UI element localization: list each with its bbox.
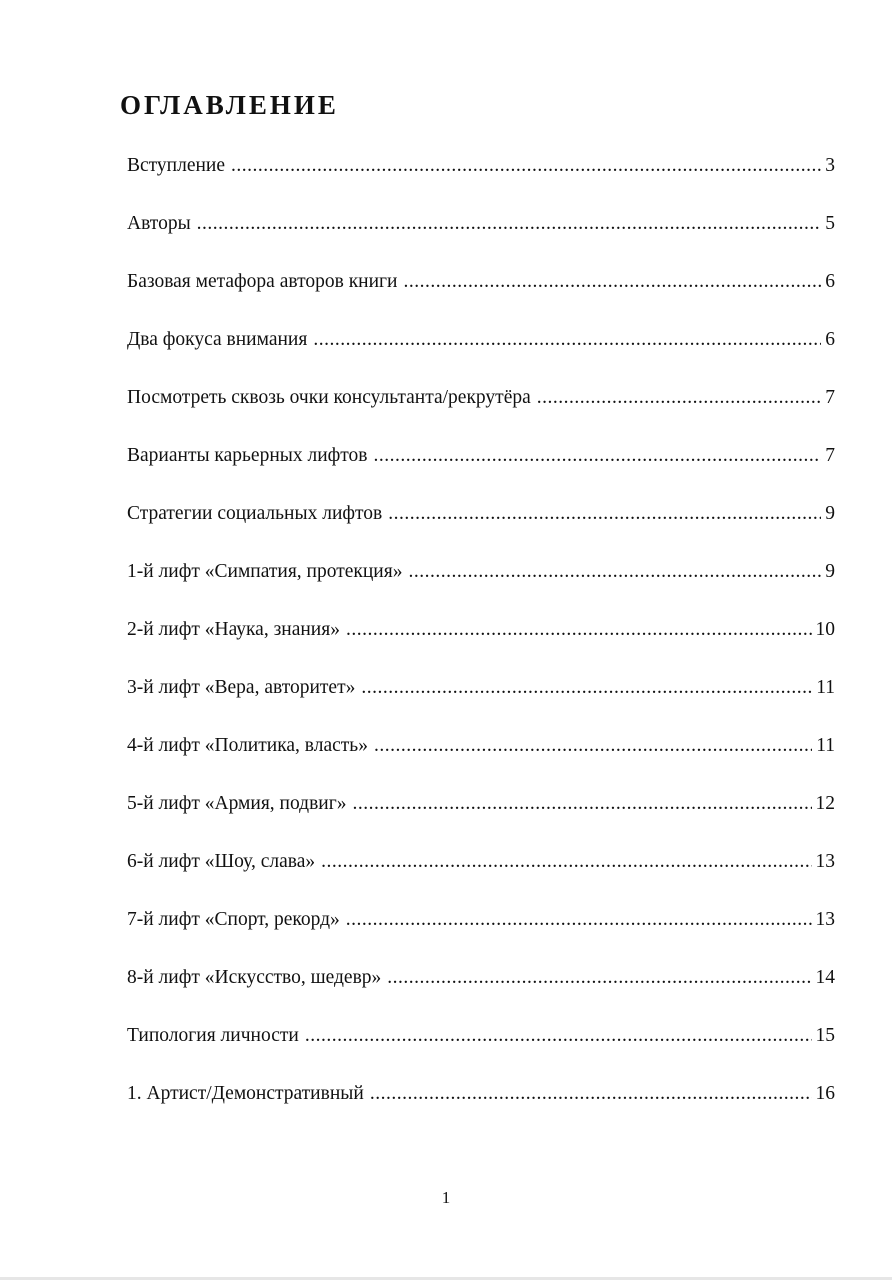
toc-entry-page: 14: [815, 967, 835, 988]
dot-leader: [197, 208, 822, 240]
dot-leader: [321, 846, 811, 878]
toc-entry-label: 3-й лифт «Вера, авторитет»: [127, 677, 356, 698]
toc-entry: [127, 498, 835, 556]
toc-entry-page: 6: [825, 271, 835, 292]
toc-entry-page: 10: [815, 619, 835, 640]
toc-entry: [127, 382, 835, 440]
dot-leader: [305, 1020, 812, 1052]
toc-entry-page: 7: [825, 387, 835, 408]
page-number: 1: [441, 1188, 451, 1207]
toc-entry-label: Авторы: [127, 213, 191, 234]
toc-list: [127, 150, 835, 1136]
toc-entry-label: 8-й лифт «Искусство, шедевр»: [127, 967, 382, 988]
toc-entry: [127, 1020, 835, 1078]
dot-leader: [388, 498, 821, 530]
toc-entry-label: 1. Артист/Демонстративный: [127, 1083, 364, 1104]
toc-entry-page: 11: [816, 735, 835, 756]
toc-entry-page: 5: [825, 213, 835, 234]
toc-entry: [127, 266, 835, 324]
toc-entry-label: 1-й лифт «Симпатия, протекция»: [127, 561, 403, 582]
toc-entry: [127, 904, 835, 962]
toc-entry: [127, 324, 835, 382]
toc-entry: [127, 1078, 835, 1136]
toc-entry-page: 6: [825, 329, 835, 350]
dot-leader: [361, 672, 812, 704]
toc-title: ОГЛАВЛЕНИЕ: [120, 90, 339, 120]
toc-entry-label: Посмотреть сквозь очки консультанта/рекрутёра: [127, 387, 531, 408]
toc-entry-page: 13: [815, 909, 835, 930]
dot-leader: [313, 324, 821, 356]
dot-leader: [537, 382, 822, 414]
dot-leader: [346, 614, 812, 646]
dot-leader: [346, 904, 812, 936]
dot-leader: [374, 440, 822, 472]
toc-entry-page: 9: [825, 561, 835, 582]
toc-entry-label: Стратегии социальных лифтов: [127, 503, 383, 524]
toc-entry-label: 7-й лифт «Спорт, рекорд»: [127, 909, 340, 930]
dot-leader: [403, 266, 821, 298]
toc-entry: [127, 672, 835, 730]
toc-entry-label: 2-й лифт «Наука, знания»: [127, 619, 340, 640]
toc-entry: [127, 730, 835, 788]
toc-entry: [127, 208, 835, 266]
toc-entry-page: 15: [815, 1025, 835, 1046]
dot-leader: [352, 788, 811, 820]
toc-entry-page: 7: [825, 445, 835, 466]
toc-entry-label: Варианты карьерных лифтов: [127, 445, 368, 466]
toc-entry-page: 12: [815, 793, 835, 814]
toc-entry: [127, 846, 835, 904]
toc-entry: [127, 788, 835, 846]
dot-leader: [408, 556, 821, 588]
toc-entry-page: 16: [815, 1083, 835, 1104]
toc-entry-label: 6-й лифт «Шоу, слава»: [127, 851, 316, 872]
toc-entry-label: Два фокуса внимания: [127, 329, 308, 350]
toc-entry: [127, 556, 835, 614]
toc-entry: [127, 440, 835, 498]
toc-entry: [127, 962, 835, 1020]
toc-entry: [127, 614, 835, 672]
dot-leader: [231, 150, 821, 182]
dot-leader: [374, 730, 812, 762]
toc-entry-page: 9: [825, 503, 835, 524]
toc-entry-label: Базовая метафора авторов книги: [127, 271, 398, 292]
dot-leader: [387, 962, 811, 994]
toc-entry-label: Вступление: [127, 155, 226, 176]
toc-entry: [127, 150, 835, 208]
toc-entry-page: 11: [816, 677, 835, 698]
toc-entry-label: Типология личности: [127, 1025, 299, 1046]
toc-entry-page: 3: [825, 155, 835, 176]
dot-leader: [370, 1078, 812, 1110]
toc-entry-page: 13: [815, 851, 835, 872]
toc-entry-label: 4-й лифт «Политика, власть»: [127, 735, 368, 756]
toc-entry-label: 5-й лифт «Армия, подвиг»: [127, 793, 347, 814]
